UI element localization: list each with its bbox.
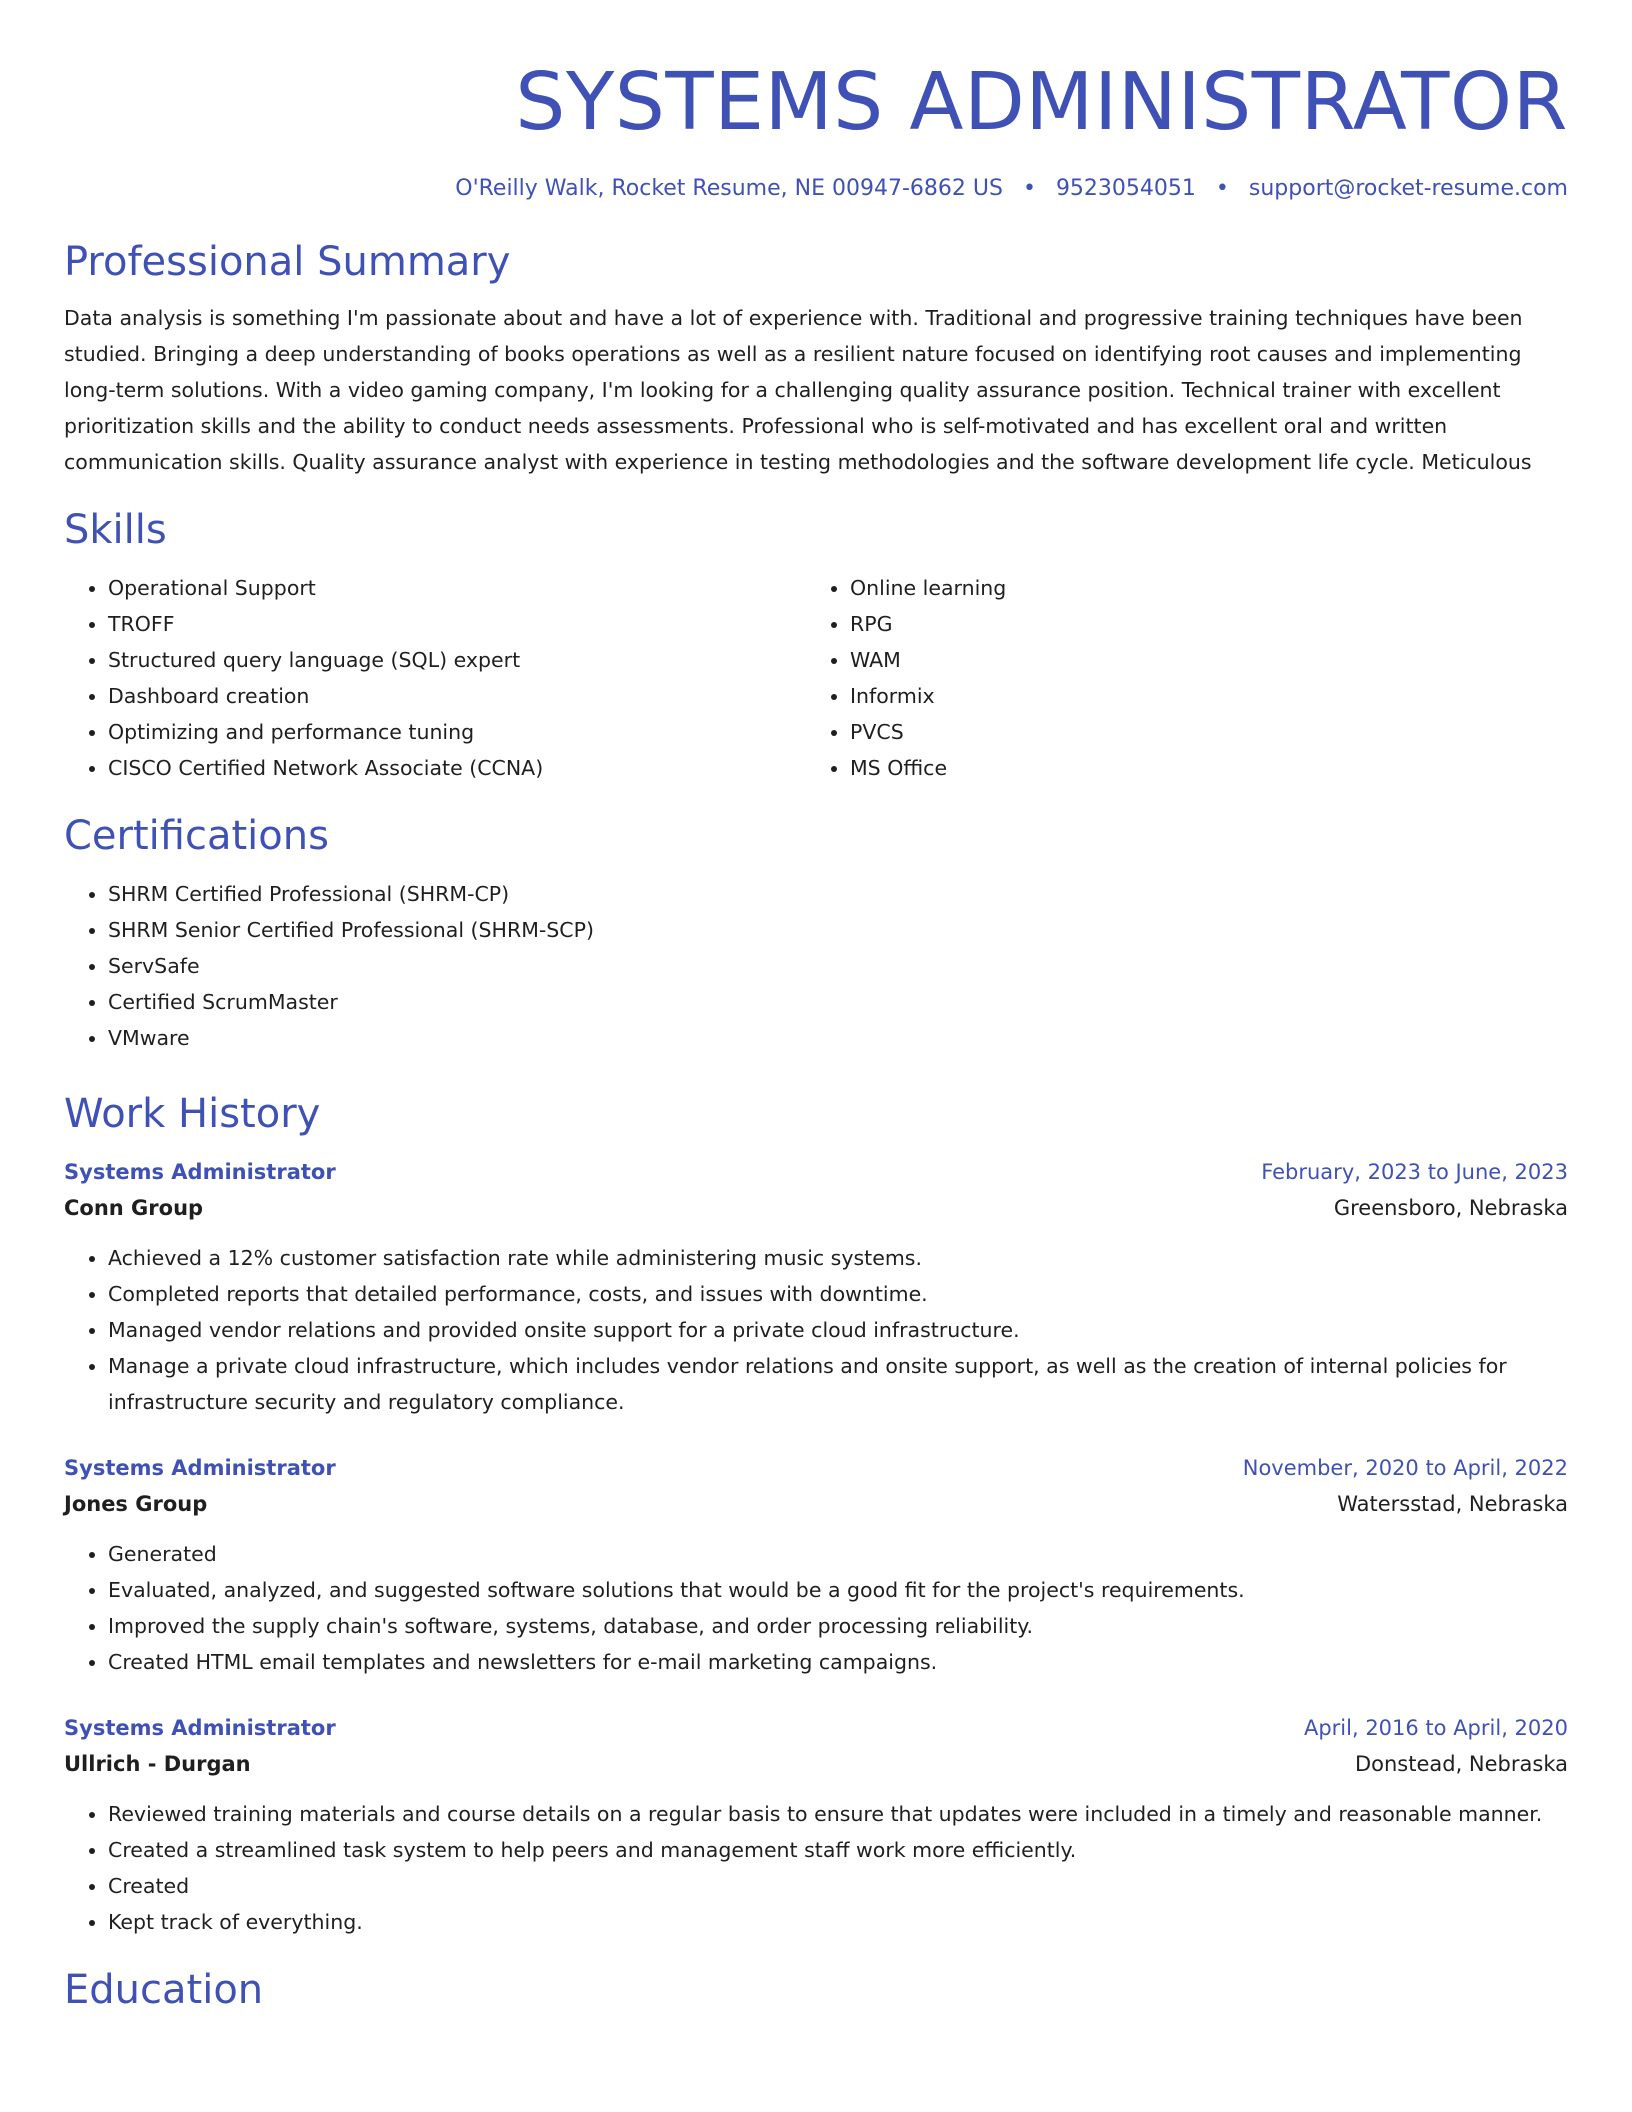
- skills-grid: [64, 570, 1568, 786]
- certifications-list: [64, 876, 1568, 1056]
- job-dates: November, 2020 to April, 2022: [1242, 1456, 1568, 1480]
- job-location: Watersstad, Nebraska: [1337, 1492, 1568, 1516]
- job-location: Donstead, Nebraska: [1354, 1752, 1568, 1776]
- job-location: Greensboro, Nebraska: [1333, 1196, 1568, 1220]
- skill-item: • Dashboard creation: [108, 678, 806, 714]
- skills-list-left: [64, 570, 806, 786]
- job-header-row: [64, 1450, 1568, 1486]
- job-entry: [64, 1154, 1568, 1420]
- skill-item: • CISCO Certified Network Associate (CCNA): [108, 750, 806, 786]
- skill-item: • Optimizing and performance tuning: [108, 714, 806, 750]
- job-bullet: • Completed reports that detailed performance, costs, and issues with downtime.: [108, 1276, 1568, 1312]
- job-company: Conn Group: [64, 1196, 204, 1220]
- education-heading: Education: [64, 1967, 264, 2013]
- skill-item: • Online learning: [850, 570, 1548, 606]
- skill-item: • MS Office: [850, 750, 1548, 786]
- resume-name-heading: SYSTEMS ADMINISTRATOR: [515, 56, 1568, 148]
- contact-line: [64, 174, 1568, 204]
- job-entry: [64, 1710, 1568, 1940]
- contact-email: support@rocket-resume.com: [1248, 176, 1568, 201]
- job-bullet: • Evaluated, analyzed, and suggested software solutions that would be a good fit for the project's requirements.: [108, 1572, 1568, 1608]
- skill-item: • Structured query language (SQL) expert: [108, 642, 806, 678]
- skill-item: • Operational Support: [108, 570, 806, 606]
- contact-address: O'Reilly Walk, Rocket Resume, NE 00947-6862 US: [455, 176, 1003, 201]
- job-bullet: • Created HTML email templates and newsletters for e-mail marketing campaigns.: [108, 1644, 1568, 1680]
- job-bullet: • Kept track of everything.: [108, 1904, 1568, 1940]
- job-entry: [64, 1450, 1568, 1680]
- certification-item: • ServSafe: [108, 948, 1568, 984]
- job-company: Jones Group: [64, 1492, 208, 1516]
- job-title: Systems Administrator: [64, 1160, 336, 1184]
- job-bullet: • Improved the supply chain's software, systems, database, and order processing reliability.: [108, 1608, 1568, 1644]
- job-bullets: [64, 1536, 1568, 1680]
- certification-item: • Certified ScrumMaster: [108, 984, 1568, 1020]
- certifications-heading: Certifications: [64, 813, 329, 859]
- work-history-heading: Work History: [64, 1091, 321, 1137]
- skills-column-right: [806, 570, 1548, 786]
- job-dates: April, 2016 to April, 2020: [1303, 1716, 1568, 1740]
- summary-text: Data analysis is something I'm passionate about and have a lot of experience with. Traditional and progressive training techniques have been studied. Bringing a deep understanding of books operations as well as a resilient nature focused on identifying root causes and implementing long-term solutions. With a video gaming company, I'm looking for a challenging quality assurance position. Technical trainer with excellent prioritization skills and the ability to conduct needs assessments. Professional who is self-motivated and has excellent oral and written communication skills. Quality assurance analyst with experience in testing methodologies and the software development life cycle. Meticulous: [64, 306, 1532, 474]
- certification-item: • SHRM Senior Certified Professional (SHRM-SCP): [108, 912, 1568, 948]
- job-company: Ullrich - Durgan: [64, 1752, 251, 1776]
- job-bullet: • Created: [108, 1868, 1568, 1904]
- job-company-row: [64, 1190, 1568, 1226]
- job-header-row: [64, 1154, 1568, 1190]
- contact-phone: 9523054051: [1055, 176, 1196, 201]
- job-bullet: • Managed vendor relations and provided onsite support for a private cloud infrastructure.: [108, 1312, 1568, 1348]
- resume-page: [64, 0, 1568, 2016]
- contact-separator: •: [1022, 176, 1036, 201]
- skill-item: • WAM: [850, 642, 1548, 678]
- job-bullet: • Generated: [108, 1536, 1568, 1572]
- job-bullet: • Reviewed training materials and course details on a regular basis to ensure that updates were included in a timely and reasonable manner.: [108, 1796, 1568, 1832]
- skills-heading: Skills: [64, 507, 167, 553]
- certification-item: • SHRM Certified Professional (SHRM-CP): [108, 876, 1568, 912]
- job-company-row: [64, 1746, 1568, 1782]
- job-title: Systems Administrator: [64, 1716, 336, 1740]
- job-bullet: • Created a streamlined task system to help peers and management staff work more efficiently.: [108, 1832, 1568, 1868]
- skill-item: • Informix: [850, 678, 1548, 714]
- job-header-row: [64, 1710, 1568, 1746]
- job-dates: February, 2023 to June, 2023: [1261, 1160, 1568, 1184]
- job-bullets: [64, 1796, 1568, 1940]
- summary-heading: Professional Summary: [64, 239, 511, 285]
- skills-list-right: [806, 570, 1548, 786]
- contact-separator: •: [1215, 176, 1229, 201]
- job-bullet: • Manage a private cloud infrastructure, which includes vendor relations and onsite support, as well as the creation of internal policies for infrastructure security and regulatory compliance.: [108, 1348, 1568, 1420]
- skills-column-left: [64, 570, 806, 786]
- skill-item: • RPG: [850, 606, 1548, 642]
- job-title: Systems Administrator: [64, 1456, 336, 1480]
- job-bullet: • Achieved a 12% customer satisfaction rate while administering music systems.: [108, 1240, 1568, 1276]
- skill-item: • PVCS: [850, 714, 1548, 750]
- job-company-row: [64, 1486, 1568, 1522]
- certification-item: • VMware: [108, 1020, 1568, 1056]
- skill-item: • TROFF: [108, 606, 806, 642]
- job-bullets: [64, 1240, 1568, 1420]
